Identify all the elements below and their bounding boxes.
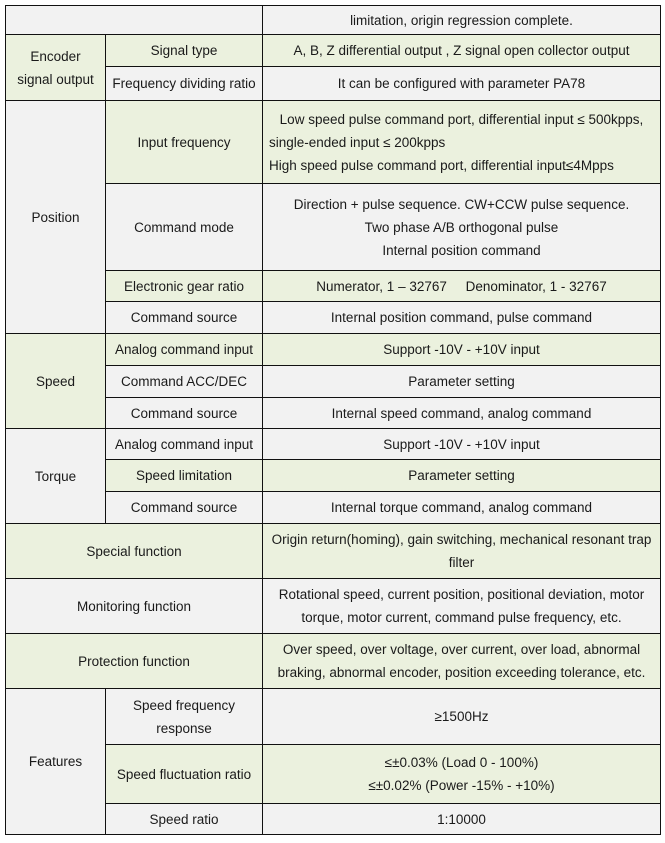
label-cell: Electronic gear ratio xyxy=(106,271,263,302)
label-cell: Signal type xyxy=(106,35,263,67)
value-line: ≤±0.02% (Power -15% - +10%) xyxy=(368,778,555,793)
table-row xyxy=(6,35,661,67)
table-row xyxy=(6,634,661,689)
table-row xyxy=(6,101,661,184)
value-cell: Internal speed command, analog command xyxy=(263,398,661,429)
label-cell: Monitoring function xyxy=(6,579,263,634)
label-cell: Command source xyxy=(106,492,263,524)
value-cell: 1:10000 xyxy=(263,804,661,835)
category-speed: Speed xyxy=(6,334,106,429)
label-cell: Speed limitation xyxy=(106,460,263,492)
value-cell xyxy=(263,184,661,271)
category-features: Features xyxy=(6,689,106,835)
value-cell: Internal position command, pulse command xyxy=(263,302,661,334)
label-cell: Speed frequency response xyxy=(106,689,263,745)
value-cell: Support -10V - +10V input xyxy=(263,334,661,366)
category-torque: Torque xyxy=(6,429,106,524)
table-row xyxy=(6,429,661,460)
table-row xyxy=(6,579,661,634)
value-cell: Parameter setting xyxy=(263,460,661,492)
value-cell: Rotational speed, current position, positional deviation, motor torque, motor current, command pulse frequency, etc. xyxy=(263,579,661,634)
value-line: ≤±0.03% (Load 0 - 100%) xyxy=(384,755,539,770)
value-line: High speed pulse command port, differential input≤4Mpps xyxy=(269,157,614,173)
category-position: Position xyxy=(6,101,106,334)
value-cell: It can be configured with parameter PA78 xyxy=(263,67,661,101)
value-cell xyxy=(263,745,661,804)
value-line: Low speed pulse command port, differential input ≤ 500kpps, single-ended input ≤ 200kpps xyxy=(269,111,644,150)
value-cell: Parameter setting xyxy=(263,366,661,398)
label-cell: Command source xyxy=(106,398,263,429)
label-cell: Frequency dividing ratio xyxy=(106,67,263,101)
table-row xyxy=(6,6,661,35)
table-row xyxy=(6,334,661,366)
value-cell xyxy=(263,101,661,184)
label-cell: Speed fluctuation ratio xyxy=(106,745,263,804)
value-cell: Support -10V - +10V input xyxy=(263,429,661,460)
value-cell: Internal torque command, analog command xyxy=(263,492,661,524)
spec-table xyxy=(5,5,661,835)
value-line: Direction + pulse sequence. CW+CCW pulse sequence. xyxy=(293,196,630,212)
label-cell: Special function xyxy=(6,524,263,579)
value-cell: limitation, origin regression complete. xyxy=(263,6,661,35)
value-line: Two phase A/B orthogonal pulse xyxy=(364,219,559,235)
label-cell: Protection function xyxy=(6,634,263,689)
label-cell: Command ACC/DEC xyxy=(106,366,263,398)
value-cell: Origin return(homing), gain switching, mechanical resonant trap filter xyxy=(263,524,661,579)
value-cell: Over speed, over voltage, over current, over load, abnormal braking, abnormal encoder, position exceeding tolerance, etc. xyxy=(263,634,661,689)
value-cell: Numerator, 1 – 32767 Denominator, 1 - 32767 xyxy=(263,271,661,302)
empty-cell xyxy=(6,6,263,35)
table-row xyxy=(6,689,661,745)
category-encoder: Encoder signal output xyxy=(6,35,106,101)
label-cell: Speed ratio xyxy=(106,804,263,835)
label-cell: Command source xyxy=(106,302,263,334)
label-cell: Analog command input xyxy=(106,334,263,366)
label-cell: Input frequency xyxy=(106,101,263,184)
table-row xyxy=(6,524,661,579)
label-cell: Analog command input xyxy=(106,429,263,460)
value-cell: ≥1500Hz xyxy=(263,689,661,745)
value-cell: A, B, Z differential output , Z signal open collector output xyxy=(263,35,661,67)
value-line: Internal position command xyxy=(382,242,541,258)
label-cell: Command mode xyxy=(106,184,263,271)
